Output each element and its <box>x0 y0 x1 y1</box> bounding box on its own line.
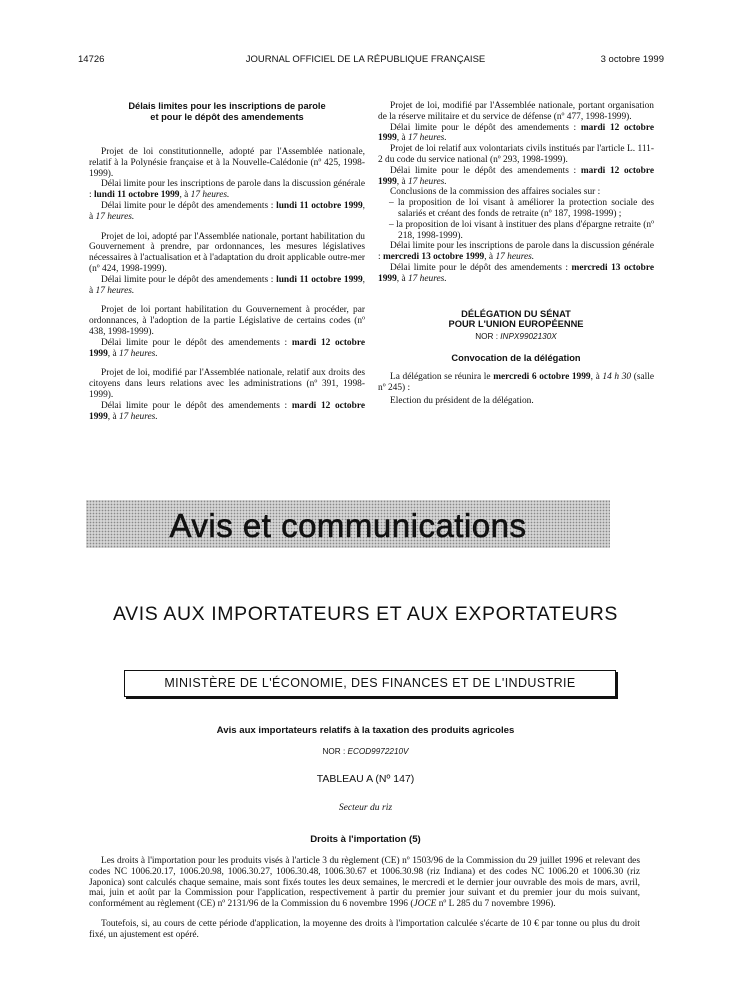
avis-title: Avis aux importateurs relatifs à la taxation des produits agricoles <box>216 725 515 736</box>
deadline-paragraph: Délai limite pour le dépôt des amendements : mardi 12 octobre 1999, à 17 heures. <box>378 122 654 144</box>
delegation-heading <box>378 309 654 330</box>
avis-paragraph: Toutefois, si, au cours de cette période d'application, la moyenne des droits à l'importation calculée s'écarte de 10 € par tonne ou plus du droit fixé, un ajustement est opéré. <box>89 918 640 940</box>
deadline-paragraph: Délai limite pour le dépôt des amendements : mardi 12 octobre 1999, à 17 heures. <box>378 165 654 187</box>
convocation-heading: Convocation de la délégation <box>451 353 581 364</box>
deadline-paragraph: Délai limite pour le dépôt des amendements : lundi 11 octobre 1999, à 17 heures. <box>89 274 365 296</box>
deadlines-heading-line1: Délais limites pour les inscriptions de parole <box>128 101 326 111</box>
avis-paragraph: Les droits à l'importation pour les produits visés à l'article 3 du règlement (CE) nº 1503/96 de la Commission du 29 juillet 1996 et relevant des codes NC 1006.20.17, 1006.20.98, 1006.30.27, 1006.30.48, 1006.30.67 et 1006.30.98 (riz Indiana) et des codes NC 1006.20 et 1006.30 (riz Japonica) sont calculés chaque semaine, mais sont fixés toutes les deux semaines, le mercredi et le dernier jour ouvrable des mois de mars, avril, mai, juin et août par la Commission pour l'application, respectivement à partir du premier jour suivant et du premier jour du mois suivant, conformément au règlement (CE) nº 2131/96 de la Commission du 6 novembre 1996 (JOCE nº L 285 du 7 novembre 1996). <box>89 856 640 910</box>
deadline-paragraph: Délai limite pour les inscriptions de parole dans la discussion générale : mercredi 13 octobre 1999, à 17 heures. <box>378 241 654 263</box>
delegation-heading-line1: DÉLÉGATION DU SÉNAT <box>461 308 571 319</box>
agenda-item: Election du président de la délégation. <box>390 396 534 407</box>
delegation-heading-line2: POUR L'UNION EUROPÉENNE <box>448 319 584 330</box>
bill-paragraph: Projet de loi constitutionnelle, adopté par l'Assemblée nationale, relatif à la Polynésie française et à la Nouvelle-Calédonie (nº 425, 1998-1999). <box>89 147 365 179</box>
convocation-paragraph: La délégation se réunira le mercredi 6 octobre 1999, à 14 h 30 (salle nº 245) : <box>378 371 655 393</box>
import-duties-heading: Droits à l'importation (5) <box>310 834 421 845</box>
ministry-name: MINISTÈRE DE L'ÉCONOMIE, DES FINANCES ET DE L'INDUSTRIE <box>164 676 576 690</box>
section-banner <box>86 500 610 548</box>
bill-paragraph: Projet de loi portant habilitation du Gouvernement à procéder, par ordonnances, à l'adoption de la partie Législative de certains codes (nº 438, 1998-1999). <box>89 305 365 337</box>
list-item: – la proposition de loi visant à instituer des plans d'épargne retraite (nº 218, 1998-1999). <box>389 219 654 241</box>
bill-paragraph: Projet de loi relatif aux volontariats civils institués par l'article L. 111-2 du code du service national (nº 293, 1998-1999). <box>378 144 654 165</box>
issue-date: 3 octobre 1999 <box>600 54 664 65</box>
deadline-paragraph: Délai limite pour le dépôt des amendements : mardi 12 octobre 1999, à 17 heures. <box>89 337 365 359</box>
deadlines-heading <box>89 101 365 122</box>
deadline-paragraph: Délai limite pour les inscriptions de parole dans la discussion générale : lundi 11 octobre 1999, à 17 heures. <box>89 179 365 201</box>
bill-paragraph: Projet de loi, modifié par l'Assemblée nationale, relatif aux droits des citoyens dans leurs relations avec les administrations (nº 391, 1998-1999). <box>89 368 365 400</box>
right-column <box>378 101 654 407</box>
deadline-paragraph: Délai limite pour le dépôt des amendements : mardi 12 octobre 1999, à 17 heures. <box>89 400 365 422</box>
bill-paragraph: Projet de loi, adopté par l'Assemblée nationale, portant habilitation du Gouvernement à prendre, par ordonnances, les mesures législatives nécessaires à l'actualisation et à l'adaptation du droit applicable outre-mer (nº 424, 1998-1999). <box>89 231 365 274</box>
journal-title: JOURNAL OFFICIEL DE LA RÉPUBLIQUE FRANÇAISE <box>245 54 486 65</box>
deadlines-heading-line2: et pour le dépôt des amendements <box>150 111 304 122</box>
banner-title: Avis et communications <box>169 507 527 544</box>
page-number: 14726 <box>78 54 105 65</box>
deadline-paragraph: Délai limite pour le dépôt des amendements : lundi 11 octobre 1999, à 17 heures. <box>89 200 365 222</box>
nor-reference: NOR : INPX9902130X <box>475 331 557 341</box>
table-label: TABLEAU A (Nº 147) <box>316 773 415 785</box>
conclusions-paragraph: Conclusions de la commission des affaires sociales sur : <box>390 187 601 198</box>
bill-paragraph: Projet de loi, modifié par l'Assemblée nationale, portant organisation de la réserve militaire et du service de défense (nº 477, 1998-1999). <box>378 101 654 122</box>
sector-label: Secteur du riz <box>338 802 393 813</box>
left-column <box>89 101 365 422</box>
ministry-box <box>124 670 616 697</box>
avis-body <box>89 856 640 941</box>
list-item: – la proposition de loi visant à améliorer la protection sociale des salariés et créant des fonds de retraite (nº 187, 1998-1999) ; <box>389 198 654 219</box>
section-title: AVIS AUX IMPORTATEURS ET AUX EXPORTATEURS <box>113 603 618 625</box>
avis-nor-reference: NOR : ECOD9972210V <box>322 747 409 756</box>
deadline-paragraph: Délai limite pour le dépôt des amendements : mercredi 13 octobre 1999, à 17 heures. <box>378 262 654 284</box>
